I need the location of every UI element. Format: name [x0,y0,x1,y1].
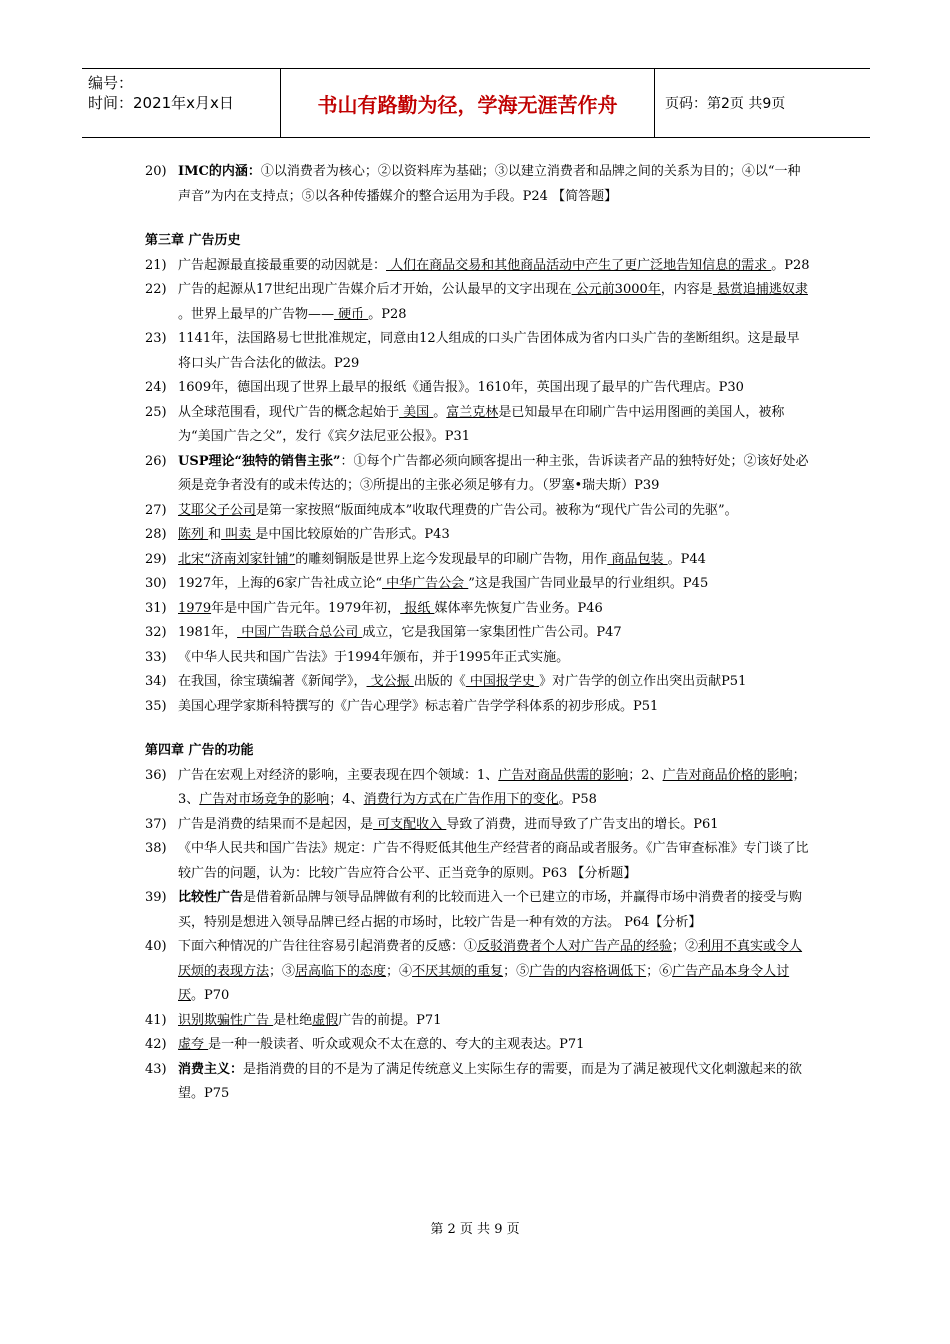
section-heading-chapter-3: 第三章 广告历史 [145,233,241,248]
list-item: 40) 下面六种情况的广告往往容易引起消费者的反感：①反驳消费者个人对广告产品的经验；②利用不真实或令人厌烦的表现方法；③居高临下的态度；④不厌其烦的重复；⑤广告的内容格调低下；⑥广告产品本身令人讨厌。P70 [145,939,803,1003]
section-heading-chapter-4: 第四章 广告的功能 [145,743,254,758]
list-item: 20) IMC的内涵：①以消费者为核心；②以资料库为基础；③以建立消费者和品牌之间的关系为目的；④以“一种声音”为内在支持点；⑤以各种传播媒介的整合运用为手段。P24 【简答题】 [145,164,801,204]
list-item: 26) USP理论“独特的销售主张”：①每个广告都必须向顾客提出一种主张，告诉读者产品的独特好处；②该好处必须是竞争者没有的或未传达的；③所提出的主张必须足够有力。（罗塞•瑞夫斯）P39 [145,453,809,493]
code-label: 编号： [88,74,134,92]
header-motto: 书山有路勤为径，学海无涯苦作舟 [281,69,655,137]
list-item: 23) 1141年，法国路易七世批准规定，同意由12人组成的口头广告团体成为省内口头广告的垄断组织。这是最早将口头广告合法化的做法。P29 [145,331,800,371]
list-item: 37) 广告是消费的结果而不是起因，是 可支配收入 导致了消费，进而导致了广告支出的增长。P61 [145,816,719,832]
header-meta [82,69,281,137]
list-item: 22) 广告的起源从17世纪出现广告媒介后才开始，公认最早的文字出现在 公元前3000年，内容是 悬赏追捕逃奴隶 。世界上最早的广告物—— 硬币 。P28 [145,282,808,322]
list-item: 43) 消费主义：是指消费的目的不是为了满足传统意义上实际生存的需要，而是为了满足被现代文化刺激起来的欲望。P75 [145,1061,803,1101]
list-item: 27) 艾耶父子公司是第一家按照“版面纯成本”收取代理费的广告公司。被称为“现代广告公司的先驱”。 [145,502,738,518]
list-item: 33) 《中华人民共和国广告法》于1994年颁布，并于1995年正式实施。 [145,649,570,665]
list-item: 42) 虚夸 是一种一般读者、听众或观众不太在意的、夸大的主观表达。P71 [145,1037,585,1052]
list-item: 29) 北宋“济南刘家针铺”的雕刻铜版是世界上迄今发现最早的印刷广告物，用作 商品包装 。P44 [145,551,706,567]
list-item: 35) 美国心理学家斯科特撰写的《广告心理学》标志着广告学学科体系的初步形成。P51 [145,698,659,714]
list-item: 41) 识别欺骗性广告 是杜绝虚假广告的前提。P71 [145,1012,442,1028]
list-item: 31) 1979年是中国广告元年。1979年初， 报纸 媒体率先恢复广告业务。P46 [145,600,603,616]
list-item: 21) 广告起源最直接最重要的动因就是： 人们在商品交易和其他商品活动中产生了更广泛地告知信息的需求 。P28 [145,257,810,273]
page-header [82,68,870,138]
document-body [145,160,810,1107]
page-footer: 第 2 页 共 9 页 [430,1222,520,1237]
list-item: 28) 陈列 和 叫卖 是中国比较原始的广告形式。P43 [145,527,450,542]
date-label: 时间：2021年x月x日 [88,94,234,112]
header-page-info: 页码：第2页 共9页 [665,96,786,112]
list-item: 39) 比较性广告是借着新品牌与领导品牌做有利的比较而进入一个已建立的市场，并赢得市场中消费者的接受与购买，特别是想进入领导品牌已经占据的市场时，比较广告是一种有效的方法。 P64【分析】 [145,890,803,930]
list-item: 24) 1609年，德国出现了世界上最早的报纸《通告报》。1610年，英国出现了最早的广告代理店。P30 [145,380,744,395]
list-item: 32) 1981年， 中国广告联合总公司 成立，它是我国第一家集团性广告公司。P47 [145,625,622,640]
list-item: 36) 广告在宏观上对经济的影响，主要表现在四个领域：1、广告对商品供需的影响；2、广告对商品价格的影响；3、广告对市场竞争的影响；4、消费行为方式在广告作用下的变化。P58 [145,767,806,807]
list-item: 30) 1927年，上海的6家广告社成立论“ 中华广告公会 ”这是我国广告同业最早的行业组织。P45 [145,576,709,591]
list-item: 34) 在我国，徐宝璜编著《新闻学》， 戈公振 出版的《 中国报学史 》对广告学的创立作出突出贡献P51 [145,674,747,689]
list-item: 38) 《中华人民共和国广告法》规定：广告不得贬低其他生产经营者的商品或者服务。《广告审查标准》专门谈了比较广告的问题，认为：比较广告应符合公平、正当竞争的原则。P63 【分析题】 [145,841,809,881]
list-item: 25) 从全球范围看，现代广告的概念起始于 美国 。富兰克林是已知最早在印刷广告中运用图画的美国人，被称为“美国广告之父”，发行《宾夕法尼亚公报》。P31 [145,404,785,444]
